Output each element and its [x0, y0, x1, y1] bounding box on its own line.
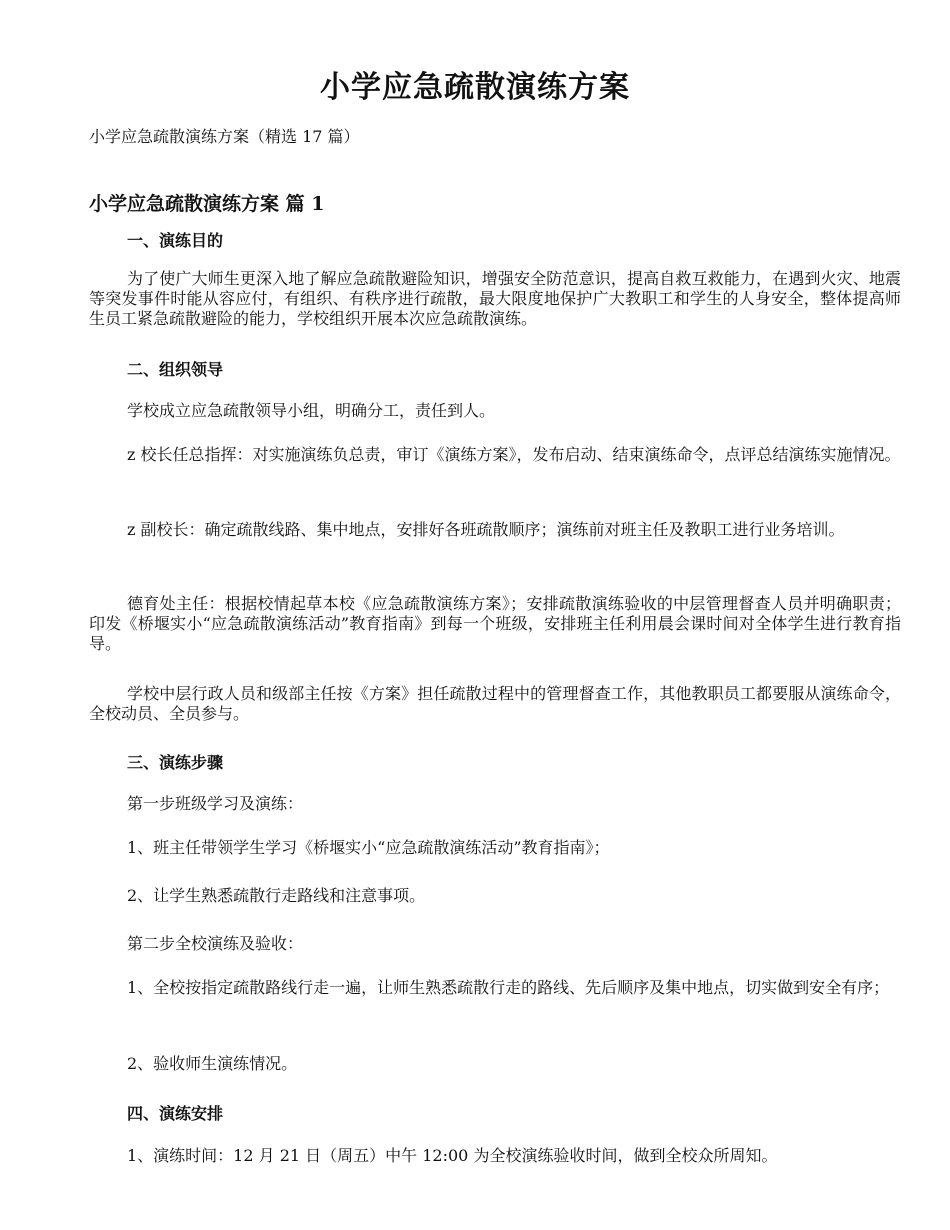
list-item-step-1-1: 1、班主任带领学生学习《桥堰实小“应急疏散演练活动”教育指南》； [127, 838, 610, 857]
heading-arrangement: 四、演练安排 [127, 1104, 224, 1123]
document-subtitle: 小学应急疏散演练方案（精选 17 篇） [89, 127, 360, 146]
paragraph-org-4: 德育处主任：根据校情起草本校《应急疏散演练方案》；安排疏散演练验收的中层管理督查人员并明确职责；印发《桥堰实小“应急疏散演练活动”教育指南》到每一个班级，安排班主任利用晨会课时间对全体学生进行教育指导。 [89, 594, 901, 653]
list-item-step-2-2: 2、验收师生演练情况。 [127, 1054, 298, 1073]
section-heading: 小学应急疏散演练方案 篇 1 [89, 193, 325, 215]
paragraph-org-1: 学校成立应急疏散领导小组，明确分工，责任到人。 [127, 401, 496, 420]
document-title: 小学应急疏散演练方案 [320, 70, 630, 105]
list-item-step-2-1: 1、全校按指定疏散路线行走一遍，让师生熟悉疏散行走的路线、先后顺序及集中地点，切实做到安全有序； [127, 978, 890, 997]
heading-steps: 三、演练步骤 [127, 753, 224, 772]
paragraph-step-1: 第一步班级学习及演练： [127, 794, 304, 813]
heading-goal: 一、演练目的 [127, 231, 224, 250]
list-item-step-1-2: 2、让学生熟悉疏散行走路线和注意事项。 [127, 886, 426, 905]
paragraph-org-2: z 校长任总指挥：对实施演练负总责，审订《演练方案》，发布启动、结束演练命令，点评总结演练实施情况。 [127, 445, 901, 464]
paragraph-org-5: 学校中层行政人员和级部主任按《方案》担任疏散过程中的管理督查工作，其他教职员工都要服从演练命令，全校动员、全员参与。 [89, 684, 901, 723]
paragraph-goal: 为了使广大师生更深入地了解应急疏散避险知识，增强安全防范意识，提高自救互救能力，在遇到火灾、地震等突发事件时能从容应付，有组织、有秩序进行疏散，最大限度地保护广大教职工和学生的人身安全，整体提高师生员工紧急疏散避险的能力，学校组织开展本次应急疏散演练。 [89, 269, 901, 328]
paragraph-org-3: z 副校长：确定疏散线路、集中地点，安排好各班疏散顺序；演练前对班主任及教职工进行业务培训。 [127, 520, 845, 539]
heading-organization: 二、组织领导 [127, 360, 224, 379]
paragraph-step-2: 第二步全校演练及验收： [127, 934, 304, 953]
list-item-arrangement-1: 1、演练时间：12 月 21 日（周五）中午 12:00 为全校演练验收时间，做到全校众所周知。 [127, 1146, 778, 1165]
